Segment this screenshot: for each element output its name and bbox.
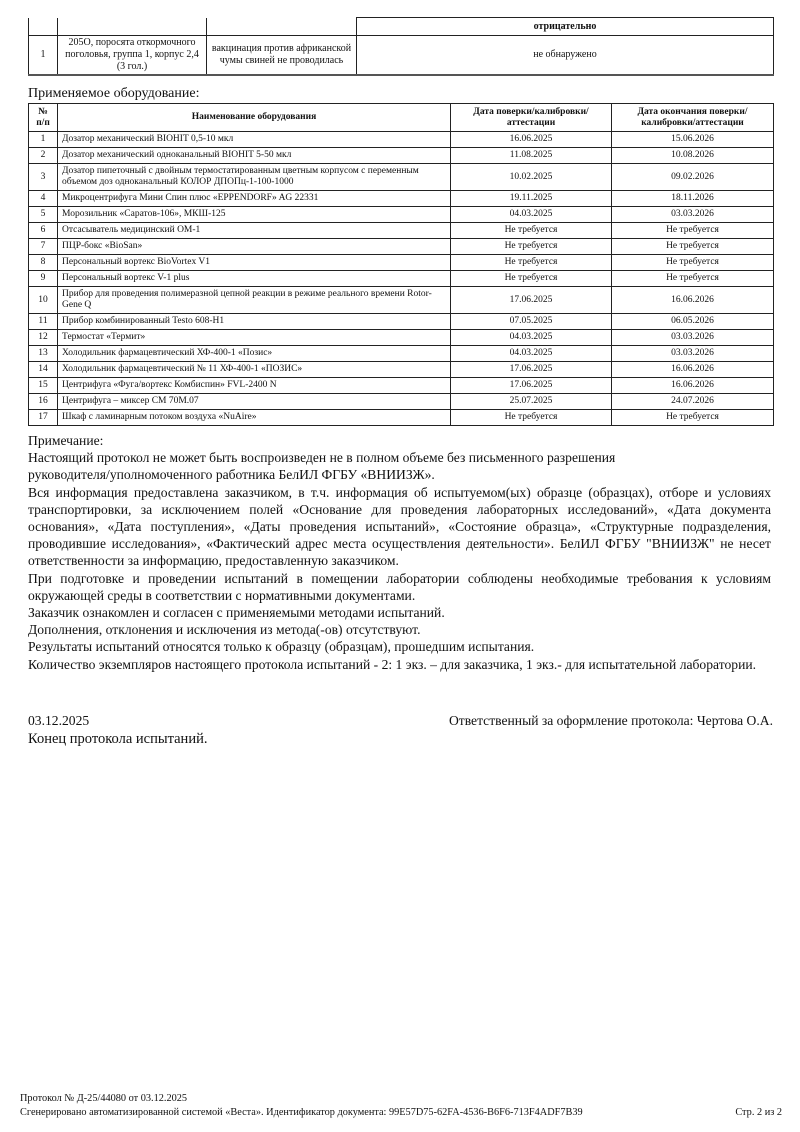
equipment-name: Термостат «Термит»: [58, 330, 451, 346]
date-end: 03.03.2026: [612, 330, 774, 346]
equipment-header-row: [29, 104, 774, 132]
date-end: Не требуется: [612, 239, 774, 255]
row-number: 5: [29, 207, 58, 223]
responsible-person: Ответственный за оформление протокола: Чертова О.А.: [448, 713, 773, 728]
date-check: 16.06.2025: [451, 132, 612, 148]
equipment-name: Прибор комбинированный Testo 608-H1: [58, 314, 451, 330]
date-check: 04.03.2025: [451, 207, 612, 223]
results-empty-cell: [58, 18, 207, 36]
row-number: 17: [29, 410, 58, 426]
date-end: 10.08.2026: [612, 148, 774, 164]
date-end: Не требуется: [612, 255, 774, 271]
note-paragraph: Количество экземпляров настоящего протокола испытаний - 2: 1 экз. – для заказчика, 1 экз.- для испытательной лаборатории.: [28, 656, 757, 672]
date-check: 25.07.2025: [451, 394, 612, 410]
notes-title: Примечание:: [28, 433, 104, 448]
equipment-name: Шкаф с ламинарным потоком воздуха «NuAire»: [58, 410, 451, 426]
date-check: Не требуется: [451, 223, 612, 239]
date-check: 17.06.2025: [451, 378, 612, 394]
row-number: 4: [29, 191, 58, 207]
date-check: 04.03.2025: [451, 346, 612, 362]
equipment-row: [29, 164, 774, 191]
equipment-row: [29, 287, 774, 314]
row-number: 2: [29, 148, 58, 164]
equipment-name: Микроцентрифуга Мини Спин плюс «EPPENDORF» AG 22331: [58, 191, 451, 207]
date-end: Не требуется: [612, 223, 774, 239]
equipment-row: [29, 271, 774, 287]
date-check: 11.08.2025: [451, 148, 612, 164]
footer-generated-by: Сгенерировано автоматизированной системой «Веста». Идентификатор документа: 99E57D75-62FA-4536-B6F6-713F4ADF7B39: [20, 1107, 583, 1118]
note-paragraph: Настоящий протокол не может быть воспроизведен не в полном объеме без письменного разрешения руководителя/уполномоченного работника БелИЛ ФГБУ «ВНИИЗЖ».: [28, 450, 616, 483]
equipment-row: [29, 239, 774, 255]
date-end: Не требуется: [612, 271, 774, 287]
results-row-number: 1: [29, 36, 58, 76]
equipment-name: Персональный вортекс BioVortex V1: [58, 255, 451, 271]
equipment-name: Центрифуга «Фуга/вортекс Комбиспин» FVL-2400 N: [58, 378, 451, 394]
row-number: 10: [29, 287, 58, 314]
equipment-section-title: Применяемое оборудование:: [28, 86, 200, 101]
header-date-end: Дата окончания поверки/калибровки/аттестации: [612, 104, 774, 132]
note-paragraph: При подготовке и проведении испытаний в помещении лаборатории соблюдены необходимые требования к условиям окружающей среды в соответствии с нормативными документами.: [28, 570, 771, 603]
row-number: 1: [29, 132, 58, 148]
equipment-row: [29, 314, 774, 330]
equipment-name: Дозатор механический BIOHIT 0,5-10 мкл: [58, 132, 451, 148]
row-number: 14: [29, 362, 58, 378]
results-sample: 205О, поросята откормочного поголовья, группа 1, корпус 2,4 (3 гол.): [58, 36, 207, 76]
date-end: 03.03.2026: [612, 346, 774, 362]
date-check: 19.11.2025: [451, 191, 612, 207]
equipment-name: Центрифуга – миксер СМ 70М.07: [58, 394, 451, 410]
equipment-table: [28, 103, 774, 426]
row-number: 3: [29, 164, 58, 191]
equipment-name: Отсасыватель медицинский ОМ-1: [58, 223, 451, 239]
equipment-row: [29, 191, 774, 207]
equipment-name: Прибор для проведения полимеразной цепной реакции в режиме реального времени Rotor-Gene Q: [58, 287, 451, 314]
date-check: 04.03.2025: [451, 330, 612, 346]
date-check: 17.06.2025: [451, 362, 612, 378]
date-end: 15.06.2026: [612, 132, 774, 148]
results-vaccination: вакцинация против африканской чумы свиней не проводилась: [207, 36, 357, 76]
row-number: 6: [29, 223, 58, 239]
equipment-name: Морозильник «Саратов-106», МКШ-125: [58, 207, 451, 223]
note-paragraph: Результаты испытаний относятся только к образцу (образцам), прошедшим испытания.: [28, 639, 535, 655]
equipment-row: [29, 132, 774, 148]
equipment-row: [29, 362, 774, 378]
row-number: 16: [29, 394, 58, 410]
equipment-name: ПЦР-бокс «BioSan»: [58, 239, 451, 255]
date-end: 24.07.2026: [612, 394, 774, 410]
date-end: 16.06.2026: [612, 362, 774, 378]
row-number: 11: [29, 314, 58, 330]
note-paragraph: Вся информация предоставлена заказчиком, в т.ч. информация об испытуемом(ых) образце (образцах), отборе и условиях транспортировки, за исключением полей «Основание для проведения лабораторных исследований», «Дата документа основания», «Дата поступления», «Даты проведения испытаний», «Состояние образца», «Структурные подразделения, проводившие исследования», «Фактический адрес места осуществления деятельности». БелИЛ ФГБУ "ВНИИЗЖ" не несет ответственности за информацию, предоставленную заказчиком.: [28, 484, 771, 569]
footer-protocol-number: Протокол № Д-25/44080 от 03.12.2025: [20, 1093, 188, 1104]
date-end: 16.06.2026: [612, 287, 774, 314]
row-number: 8: [29, 255, 58, 271]
equipment-row: [29, 330, 774, 346]
equipment-row: [29, 346, 774, 362]
equipment-row: [29, 410, 774, 426]
results-table-row: [29, 36, 774, 76]
date-end: Не требуется: [612, 410, 774, 426]
equipment-name: Дозатор механический одноканальный BIOHIT 5-50 мкл: [58, 148, 451, 164]
results-empty-cell: [207, 18, 357, 36]
equipment-name: Дозатор пипеточный с двойным термостатированным цветным корпусом с переменным объемом доз одноканальный КОЛОР ДПОПц-1-100-1000: [58, 164, 451, 191]
equipment-row: [29, 148, 774, 164]
date-check: 10.02.2025: [451, 164, 612, 191]
row-number: 7: [29, 239, 58, 255]
results-column-header: отрицательно: [357, 18, 774, 36]
note-paragraph: Дополнения, отклонения и исключения из метода(-ов) отсутствуют.: [28, 622, 421, 638]
row-number: 15: [29, 378, 58, 394]
notes-section: [28, 432, 771, 673]
end-of-protocol: Конец протокола испытаний.: [28, 731, 208, 747]
header-num: № п/п: [29, 104, 58, 132]
date-check: 17.06.2025: [451, 287, 612, 314]
row-number: 9: [29, 271, 58, 287]
results-empty-cell: [29, 18, 58, 36]
date-end: 09.02.2026: [612, 164, 774, 191]
results-value: не обнаружено: [357, 36, 774, 76]
date-check: Не требуется: [451, 255, 612, 271]
note-paragraph: Заказчик ознакомлен и согласен с применяемыми методами испытаний.: [28, 605, 445, 621]
equipment-name: Холодильник фармацевтический № 11 ХФ-400-1 «ПОЗИС»: [58, 362, 451, 378]
date-end: 18.11.2026: [612, 191, 774, 207]
results-continued-header-row: [29, 18, 774, 36]
date-end: 03.03.2026: [612, 207, 774, 223]
signature-date: 03.12.2025: [28, 713, 90, 728]
date-check: Не требуется: [451, 239, 612, 255]
equipment-row: [29, 223, 774, 239]
results-table: [28, 17, 774, 76]
equipment-row: [29, 255, 774, 271]
equipment-row: [29, 394, 774, 410]
equipment-row: [29, 207, 774, 223]
header-date-check: Дата поверки/калибровки/аттестации: [451, 104, 612, 132]
date-end: 16.06.2026: [612, 378, 774, 394]
date-check: 07.05.2025: [451, 314, 612, 330]
page-number: Стр. 2 из 2: [735, 1107, 782, 1118]
date-check: Не требуется: [451, 271, 612, 287]
row-number: 13: [29, 346, 58, 362]
header-name: Наименование оборудования: [58, 104, 451, 132]
date-check: Не требуется: [451, 410, 612, 426]
equipment-row: [29, 378, 774, 394]
equipment-name: Холодильник фармацевтический ХФ-400-1 «Позис»: [58, 346, 451, 362]
date-end: 06.05.2026: [612, 314, 774, 330]
row-number: 12: [29, 330, 58, 346]
equipment-name: Персональный вортекс V-1 plus: [58, 271, 451, 287]
